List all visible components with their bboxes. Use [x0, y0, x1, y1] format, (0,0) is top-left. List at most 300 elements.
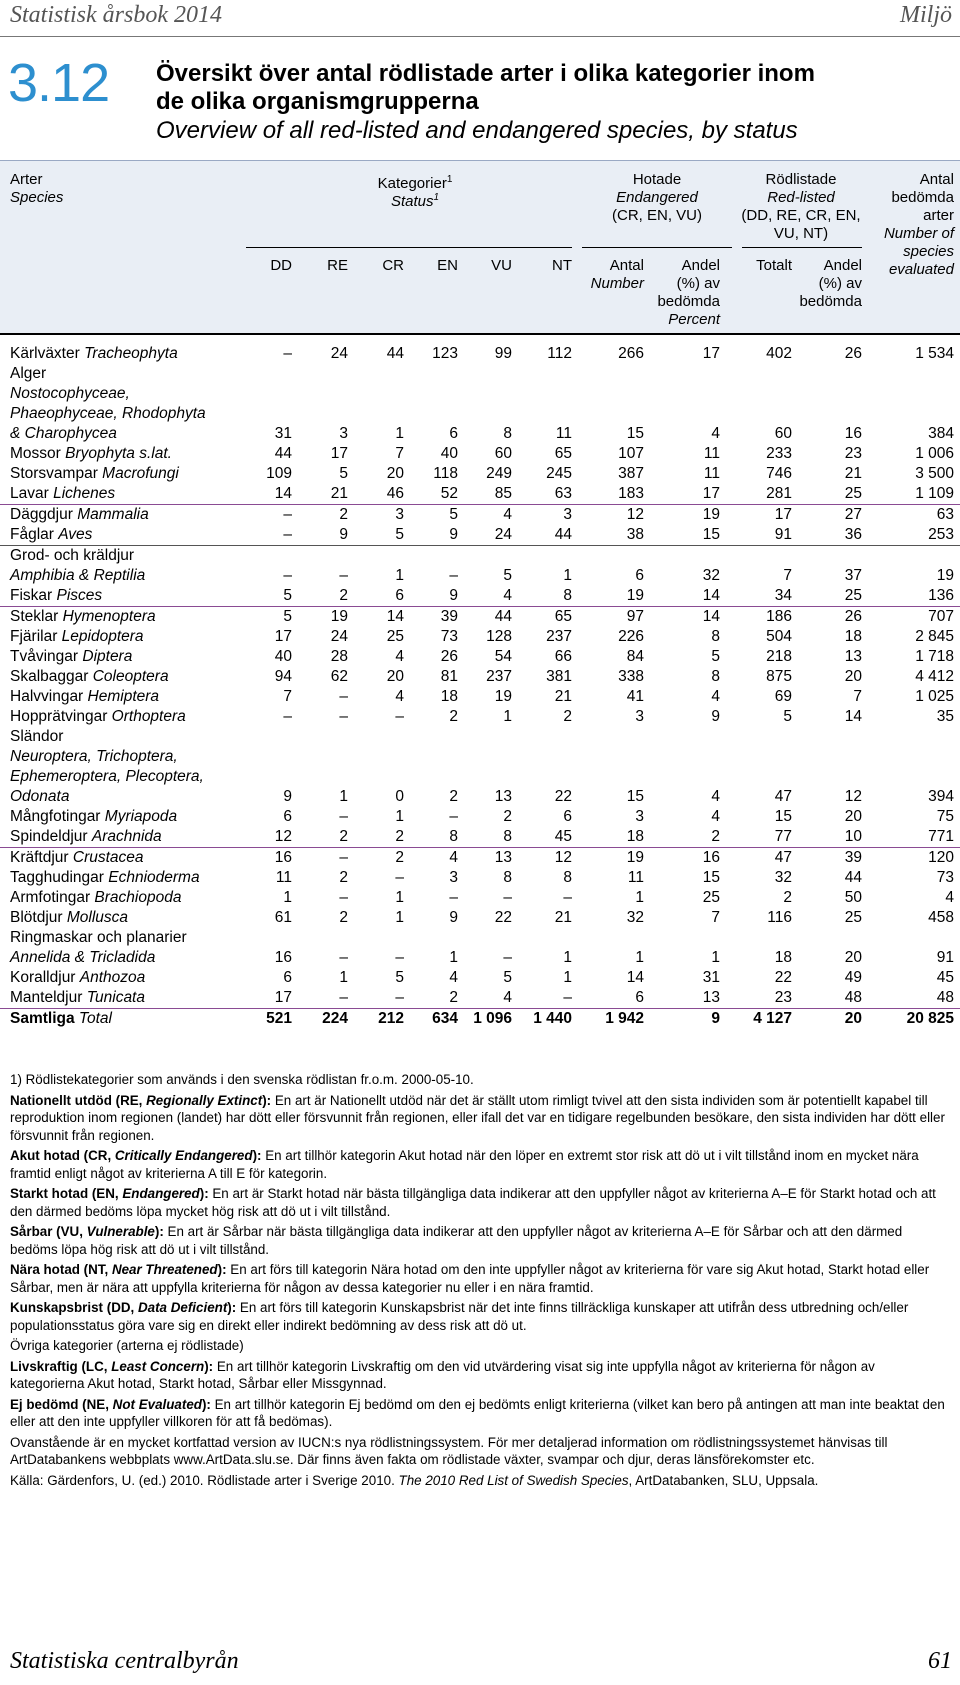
cell: 4	[449, 849, 458, 866]
table-row	[0, 667, 960, 687]
row-label: Koralldjur Anthozoa	[10, 969, 146, 986]
cell: 65	[554, 608, 572, 625]
cell: 32	[702, 567, 720, 584]
table-row-label-line	[0, 384, 960, 404]
table-row-label-line	[0, 546, 960, 566]
table-row	[0, 444, 960, 464]
table-row	[0, 868, 960, 888]
row-label: Halvvingar Hemiptera	[10, 688, 160, 705]
cell: 34	[774, 587, 792, 604]
cell: 63	[554, 485, 572, 502]
header-andel: Andel	[681, 257, 720, 274]
cell: 2	[339, 828, 348, 845]
cell: 402	[766, 345, 792, 362]
table-row	[0, 968, 960, 988]
cell: 25	[386, 628, 404, 645]
cell: 37	[844, 567, 862, 584]
table-row-label-line	[0, 404, 960, 424]
cell: 212	[378, 1010, 404, 1027]
cell: 23	[774, 989, 792, 1006]
cell: 266	[618, 345, 644, 362]
table-row-label-line	[0, 364, 960, 384]
footnote: 1) Rödlistekategorier som används i den svenska rödlistan fr.o.m. 2000-05-10.	[10, 1072, 474, 1087]
footnote: Kunskapsbrist (DD, Data Deficient): En art förs till kategorin Kunskapsbrist när det inte finns tillräckliga kunskaper att utifrån dess utbredning och/eller populationsstatus göra vare sig en direkt eller indirekt bedömning av dess risk att dö ut.	[10, 1300, 909, 1333]
cell: 97	[626, 608, 644, 625]
row-label: Ringmaskar och planarier	[10, 929, 187, 946]
row-label: Sländor	[10, 728, 64, 745]
cell: 3	[339, 425, 348, 442]
cell: 14	[702, 608, 720, 625]
table-row-label-line	[0, 747, 960, 767]
cell: 16	[274, 849, 292, 866]
cell: 521	[266, 1010, 292, 1027]
cell: 249	[486, 465, 512, 482]
cell: 32	[774, 869, 792, 886]
cell: 2	[503, 808, 512, 825]
cell: 3	[635, 708, 644, 725]
cell: –	[339, 849, 348, 866]
footnote: Nationellt utdöd (RE, Regionally Extinct): En art är Nationellt utdöd när det är ställt utom rimligt tvivel att den sista individen som är potentiellt kapabel till reproduktion inom regionen (landet) har dött eller försvunnit från regionen, eller ifall det var en tidigare regelbunden besökare, den sista individen har dött eller försvunnit från regionen.	[10, 1092, 945, 1143]
header-arter: Arter	[10, 171, 43, 188]
row-label: Fjärilar Lepidoptera	[10, 628, 144, 645]
cell: 5	[283, 608, 292, 625]
table-row	[0, 848, 960, 868]
row-label: Mossor Bryophyta s.lat.	[10, 445, 172, 462]
cell: 17	[774, 506, 792, 523]
cell: 91	[936, 949, 954, 966]
cell: 25	[844, 485, 862, 502]
cell: 4	[503, 587, 512, 604]
cell: 6	[563, 808, 572, 825]
cell: 1	[503, 708, 512, 725]
cell: 128	[486, 628, 512, 645]
cell: 107	[618, 445, 644, 462]
table-row	[0, 586, 960, 607]
cell: 20	[386, 465, 404, 482]
footnote: Nära hotad (NT, Near Threatened): En art förs till kategorin Nära hotad om den inte uppfyller något av kriterierna för vare sig Akut hotad, Starkt hotad eller Sårbar, men är nära att uppfylla kriterierna för någon av dessa kategorier nu eller i en nära framtid.	[10, 1262, 930, 1295]
table-row	[0, 484, 960, 505]
cell: 17	[274, 989, 292, 1006]
cell: 245	[546, 465, 572, 482]
row-label: Phaeophyceae, Rhodophyta	[10, 405, 206, 422]
cell: 2	[711, 828, 720, 845]
row-label: Däggdjur Mammalia	[10, 506, 149, 523]
cell: 5	[783, 708, 792, 725]
cell: 19	[494, 688, 512, 705]
table-row	[0, 827, 960, 848]
row-label: Alger	[10, 365, 47, 382]
cell: 1	[395, 889, 404, 906]
table-row	[0, 1009, 960, 1029]
cell: 6	[283, 808, 292, 825]
cell: 91	[774, 526, 792, 543]
table-row	[0, 505, 960, 525]
cell: 21	[554, 909, 572, 926]
cell: 9	[449, 587, 458, 604]
running-head-right: Miljö	[900, 2, 952, 28]
row-label: Ephemeroptera, Plecoptera,	[10, 768, 204, 785]
cell: 504	[766, 628, 792, 645]
cell: 2	[449, 989, 458, 1006]
cell: –	[283, 506, 292, 523]
row-label: Hopprätvingar Orthoptera	[10, 708, 186, 725]
header-andel-av: (%) av	[676, 275, 720, 292]
cell: 20 825	[906, 1010, 954, 1027]
row-label: Spindeldjur Arachnida	[10, 828, 162, 845]
cell: 120	[928, 849, 954, 866]
row-label: Nostocophyceae,	[10, 385, 130, 402]
cell: 45	[554, 828, 572, 845]
cell: 381	[546, 668, 572, 685]
cell: 8	[711, 628, 720, 645]
header-antal-bedomda-3: arter	[923, 207, 954, 224]
cell: 4	[449, 969, 458, 986]
cell: 0	[395, 788, 404, 805]
row-label: Mångfotingar Myriapoda	[10, 808, 178, 825]
row-label: Samtliga Total	[10, 1010, 112, 1027]
cell: –	[395, 949, 404, 966]
table-row-label-line	[0, 928, 960, 948]
cell: 44	[844, 869, 862, 886]
cell: 136	[928, 587, 954, 604]
cell: 14	[274, 485, 292, 502]
cell: 8	[449, 828, 458, 845]
cell: 84	[626, 648, 644, 665]
header-col-cr: CR	[382, 257, 404, 274]
cell: 47	[774, 849, 792, 866]
cell: 1	[635, 889, 644, 906]
cell: 3	[395, 506, 404, 523]
table-row	[0, 344, 960, 364]
cell: 1 942	[605, 1010, 644, 1027]
table-row	[0, 525, 960, 546]
cell: 18	[774, 949, 792, 966]
header-col-en: EN	[437, 257, 458, 274]
cell: 1	[395, 909, 404, 926]
cell: 12	[554, 849, 572, 866]
cell: 11	[627, 869, 644, 886]
cell: 5	[503, 969, 512, 986]
cell: 44	[554, 526, 572, 543]
header-rule	[0, 36, 960, 37]
table-row	[0, 787, 960, 807]
cell: 36	[844, 526, 862, 543]
cell: 1 006	[915, 445, 954, 462]
row-label: Grod- och kräldjur	[10, 547, 135, 564]
cell: 54	[494, 648, 512, 665]
cell: 13	[702, 989, 720, 1006]
cell: 24	[494, 526, 512, 543]
cell: 3	[635, 808, 644, 825]
cell: –	[339, 688, 348, 705]
cell: 5	[395, 526, 404, 543]
cell: 99	[494, 345, 512, 362]
header-andel-2-av: (%) av	[818, 275, 862, 292]
cell: 118	[433, 465, 458, 482]
cell: 32	[626, 909, 644, 926]
cell: 11	[703, 465, 720, 482]
cell: 85	[494, 485, 512, 502]
cell: 9	[339, 526, 348, 543]
cell: 394	[928, 788, 954, 805]
cell: 25	[702, 889, 720, 906]
table-row	[0, 948, 960, 968]
header-number-of-1: Number of	[883, 225, 954, 242]
header-andel-2: Andel	[823, 257, 862, 274]
table-row	[0, 807, 960, 827]
cell: –	[283, 345, 292, 362]
cell: –	[395, 989, 404, 1006]
cell: –	[449, 567, 458, 584]
cell: 25	[844, 909, 862, 926]
cell: 1	[563, 969, 572, 986]
header-andel-2-bedomda: bedömda	[799, 293, 862, 310]
cell: –	[339, 949, 348, 966]
cell: 253	[928, 526, 954, 543]
cell: 8	[503, 828, 512, 845]
cell: 5	[503, 567, 512, 584]
cell: –	[563, 989, 572, 1006]
cell: 20	[844, 668, 862, 685]
row-label: Kärlväxter Tracheophyta	[10, 345, 178, 362]
table-row	[0, 424, 960, 444]
table-title	[156, 60, 956, 146]
cell: 1 440	[533, 1010, 572, 1027]
cell: 22	[774, 969, 792, 986]
row-label: Kräftdjur Crustacea	[10, 849, 144, 866]
cell: 186	[766, 608, 792, 625]
cell: 14	[844, 708, 862, 725]
cell: 35	[936, 708, 954, 725]
cell: 38	[626, 526, 644, 543]
cell: 66	[554, 648, 572, 665]
row-label: Neuroptera, Trichoptera,	[10, 748, 178, 765]
cell: 109	[266, 465, 292, 482]
cell: 49	[844, 969, 862, 986]
footnote: Övriga kategorier (arterna ej rödlistade)	[10, 1338, 244, 1353]
footnote: Starkt hotad (EN, Endangered): En art är Starkt hotad när bästa tillgängliga data indikerar att den uppfyller något av kriterierna A–E för Starkt hotad och att den därmed bedöms löpa mycket hög risk att dö ut i vilt tillstånd.	[10, 1186, 936, 1219]
row-label: Armfotingar Brachiopoda	[10, 889, 182, 906]
row-label: Fåglar Aves	[10, 526, 93, 543]
cell: 11	[275, 869, 292, 886]
row-label: Annelida & Tricladida	[10, 949, 156, 966]
cell: 12	[274, 828, 292, 845]
footnote: Källa: Gärdenfors, U. (ed.) 2010. Rödlistade arter i Sverige 2010. The 2010 Red List of Swedish Species, ArtDatabanken, SLU, Uppsala.	[10, 1472, 819, 1488]
cell: 8	[711, 668, 720, 685]
cell: 2	[339, 587, 348, 604]
header-totalt: Totalt	[756, 257, 792, 274]
footnote: Akut hotad (CR, Critically Endangered): En art tillhör kategorin Akut hotad när den löper en extremt stor risk att dö ut i vilt tillstånd inom en mycket nära framtid enligt något av kriterierna A till E för kategorin.	[10, 1148, 919, 1181]
cell: 77	[774, 828, 792, 845]
cell: 17	[702, 345, 720, 362]
row-label: Tagghudingar Echnioderma	[10, 869, 200, 886]
cell: 27	[844, 506, 862, 523]
cell: 20	[844, 1010, 862, 1027]
cell: 4 412	[915, 668, 954, 685]
table-header	[0, 160, 960, 335]
cell: 4	[395, 688, 404, 705]
row-label: Amphibia & Reptilia	[10, 567, 146, 584]
cell: 2	[395, 828, 404, 845]
cell: 2	[449, 788, 458, 805]
cell: 9	[283, 788, 292, 805]
cell: 26	[844, 345, 862, 362]
cell: 1	[339, 788, 348, 805]
cell: 22	[554, 788, 572, 805]
cell: 15	[774, 808, 792, 825]
cell: –	[339, 708, 348, 725]
cell: 2	[783, 889, 792, 906]
cell: 15	[702, 526, 720, 543]
cell: 746	[766, 465, 792, 482]
cell: 2 845	[915, 628, 954, 645]
cell: 6	[283, 969, 292, 986]
table-row	[0, 627, 960, 647]
cell: 60	[494, 445, 512, 462]
cell: 4	[503, 989, 512, 1006]
cell: 19	[936, 567, 954, 584]
cell: 20	[844, 949, 862, 966]
header-col-dd: DD	[270, 257, 292, 274]
cell: 73	[936, 869, 954, 886]
cell: 3	[563, 506, 572, 523]
cell: 5	[395, 969, 404, 986]
title-english: Overview of all red-listed and endangered species, by status	[156, 117, 798, 144]
cell: 5	[711, 648, 720, 665]
cell: 65	[554, 445, 572, 462]
row-label: Storsvampar Macrofungi	[10, 465, 179, 482]
cell: 1	[449, 949, 458, 966]
header-species: Species	[10, 189, 64, 206]
cell: 46	[386, 485, 404, 502]
cell: 20	[386, 668, 404, 685]
cell: 1	[563, 949, 572, 966]
cell: 19	[330, 608, 348, 625]
row-label: Skalbaggar Coleoptera	[10, 668, 169, 685]
cell: 41	[626, 688, 644, 705]
cell: 237	[486, 668, 512, 685]
footer-publisher: Statistiska centralbyrån	[10, 1648, 239, 1674]
header-col-re: RE	[327, 257, 348, 274]
row-label: Lavar Lichenes	[10, 485, 116, 502]
footnote: Livskraftig (LC, Least Concern): En art tillhör kategorin Livskraftig om den vid utvärdering visat sig inte uppfylla något av kriterierna för någon av kategorierna Akut hotad, Starkt hotad, Sårbar eller Missgynnad.	[10, 1358, 875, 1391]
table-row	[0, 707, 960, 727]
cell: 8	[503, 869, 512, 886]
cell: 21	[844, 465, 862, 482]
cell: 13	[494, 849, 512, 866]
header-number-of-2: species	[903, 243, 954, 260]
cell: 8	[503, 425, 512, 442]
cell: 24	[330, 628, 348, 645]
row-label: Tvåvingar Diptera	[10, 648, 133, 665]
cell: 31	[702, 969, 720, 986]
cell: 3	[449, 869, 458, 886]
cell: –	[283, 708, 292, 725]
cell: 39	[844, 849, 862, 866]
table-row	[0, 464, 960, 484]
cell: 7	[711, 909, 720, 926]
cell: 14	[386, 608, 404, 625]
cell: 1 025	[915, 688, 954, 705]
cell: 44	[494, 608, 512, 625]
title-line-1: Översikt över antal rödlistade arter i olika kategorier inom	[156, 60, 815, 87]
cell: 7	[853, 688, 862, 705]
cell: 2	[449, 708, 458, 725]
cell: 1	[563, 567, 572, 584]
cell: 47	[774, 788, 792, 805]
header-kategorier: Kategorier$^1$	[377, 174, 453, 192]
header-col-vu: VU	[491, 257, 512, 274]
cell: 5	[449, 506, 458, 523]
cell: 7	[283, 688, 292, 705]
cell: 73	[440, 628, 458, 645]
table-row-label-line	[0, 767, 960, 787]
cell: 634	[432, 1010, 458, 1027]
footnote: Ej bedömd (NE, Not Evaluated): En art tillhör kategorin Ej bedömd om den ej bedömts enligt kriterierna (vilket kan bero på antingen att man inte beaktat den eller att den inte uppfyller villkoren för att få bedömas).	[10, 1396, 945, 1429]
cell: –	[339, 808, 348, 825]
table-row	[0, 607, 960, 627]
cell: 1	[395, 567, 404, 584]
cell: 39	[440, 608, 458, 625]
cell: 183	[618, 485, 644, 502]
header-col-nt: NT	[552, 257, 572, 274]
cell: –	[283, 567, 292, 584]
cell: 5	[283, 587, 292, 604]
cell: 5	[339, 465, 348, 482]
cell: 338	[618, 668, 644, 685]
cell: 6	[395, 587, 404, 604]
cell: 1	[283, 889, 292, 906]
cell: 81	[440, 668, 458, 685]
cell: 384	[928, 425, 954, 442]
cell: 44	[386, 345, 404, 362]
cell: 1	[711, 949, 720, 966]
header-number-of-3: evaluated	[888, 261, 954, 278]
footnote: Sårbar (VU, Vulnerable): En art är Sårbar när bästa tillgängliga data indikerar att den uppfyller något av kriterierna A–E för Sårbar och att den därmed bedöms löpa hög risk att dö ut i vilt tillstånd.	[10, 1224, 903, 1257]
header-endangered: Endangered	[616, 189, 698, 206]
cell: 31	[274, 425, 292, 442]
table-row	[0, 647, 960, 667]
cell: –	[339, 989, 348, 1006]
cell: 13	[494, 788, 512, 805]
cell: 17	[274, 628, 292, 645]
cell: 20	[844, 808, 862, 825]
row-label: Blötdjur Mollusca	[10, 909, 129, 926]
cell: 1	[635, 949, 644, 966]
cell: 26	[844, 608, 862, 625]
cell: 4 127	[753, 1010, 792, 1027]
footnotes	[10, 1071, 945, 1492]
cell: 8	[563, 587, 572, 604]
cell: 40	[440, 445, 458, 462]
cell: 123	[432, 345, 458, 362]
cell: 11	[555, 425, 572, 442]
cell: 7	[783, 567, 792, 584]
cell: 1 096	[473, 1010, 512, 1027]
cell: 17	[330, 445, 348, 462]
cell: –	[503, 889, 512, 906]
cell: 226	[618, 628, 644, 645]
title-line-2: de olika organismgrupperna	[156, 88, 479, 115]
header-rule-status	[246, 247, 572, 248]
cell: 218	[766, 648, 792, 665]
header-hotade-codes: (CR, EN, VU)	[612, 207, 702, 224]
cell: 19	[626, 849, 644, 866]
cell: 224	[322, 1010, 348, 1027]
cell: 875	[766, 668, 792, 685]
cell: 14	[702, 587, 720, 604]
cell: 4	[711, 788, 720, 805]
